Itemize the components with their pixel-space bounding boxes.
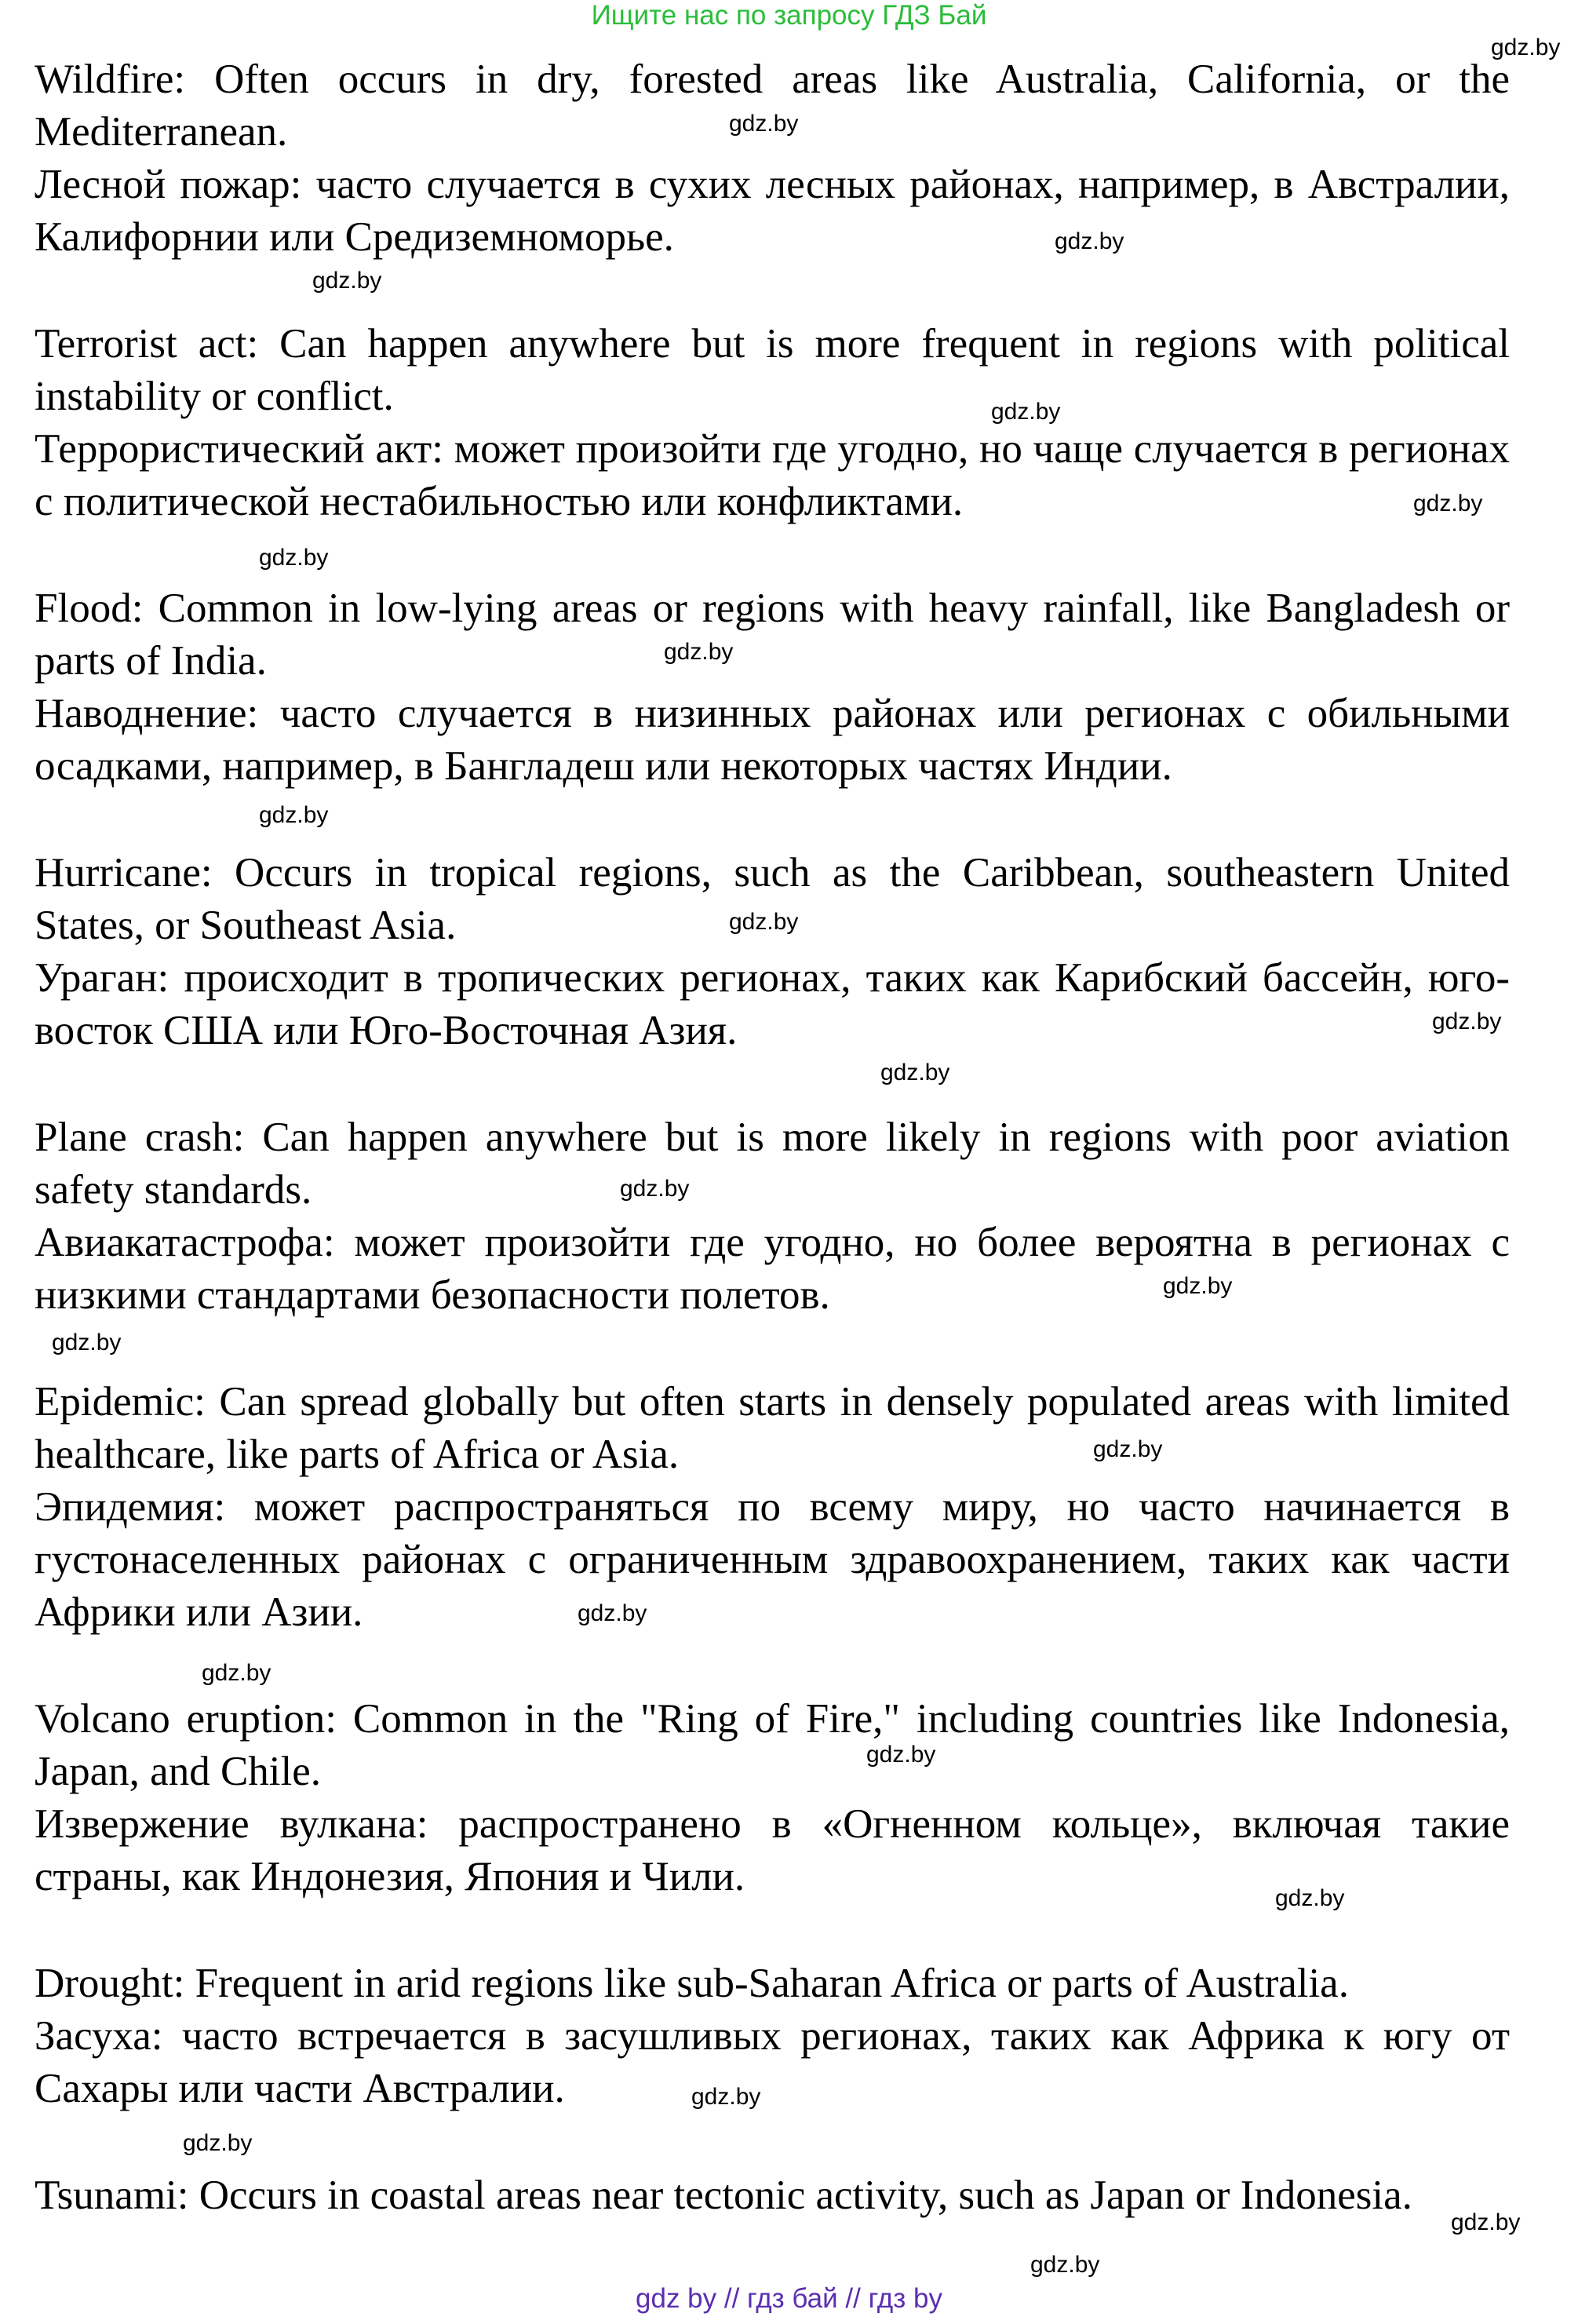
watermark: gdz.by: [991, 399, 1061, 425]
watermark: gdz.by: [259, 802, 329, 828]
entry-volcano-eruption: [35, 1693, 1510, 1903]
watermark: gdz.by: [202, 1660, 272, 1686]
entry-drought: [35, 1957, 1510, 2115]
watermark: gdz.by: [1055, 228, 1124, 254]
site-banner: Ищите нас по запросу ГДЗ Бай: [591, 0, 987, 31]
watermark: gdz.by: [1163, 1273, 1233, 1299]
watermark: gdz.by: [1275, 1885, 1345, 1911]
watermark: gdz.by: [312, 268, 382, 294]
watermark: gdz.by: [183, 2130, 253, 2156]
watermark: gdz.by: [1451, 2209, 1521, 2235]
entry-russian: Террористический акт: может произойти где угодно, но чаще случается в регионах с политической нестабильностью или конфликтами.: [35, 426, 1510, 524]
watermark: gdz.by: [1432, 1009, 1502, 1034]
entry-tsunami: [35, 2169, 1510, 2222]
watermark: gdz.by: [1413, 491, 1483, 516]
entry-english: Flood: Common in low-lying areas or regions with heavy rainfall, like Bangladesh or parts of India.: [35, 586, 1510, 684]
watermark: gdz.by: [691, 2084, 761, 2110]
watermark: gdz.by: [729, 909, 799, 935]
entry-russian: Лесной пожар: часто случается в сухих лесных районах, например, в Австралии, Калифорнии или Средиземноморье.: [35, 162, 1510, 260]
entry-russian: Наводнение: часто случается в низинных районах или регионах с обильными осадками, например, в Бангладеш или некоторых частях Индии.: [35, 691, 1510, 789]
watermark: gdz.by: [729, 111, 799, 137]
watermark: gdz.by: [259, 545, 329, 571]
entry-terrorist-act: [35, 318, 1510, 528]
entry-russian: Авиакатастрофа: может произойти где угодно, но более вероятна в регионах с низкими стандартами безопасности полетов.: [35, 1220, 1510, 1318]
entry-english: Epidemic: Can spread globally but often starts in densely populated areas with limited healthcare, like parts of Africa or Asia.: [35, 1379, 1510, 1477]
entry-russian: Эпидемия: может распространяться по всему миру, но часто начинается в густонаселенных районах с ограниченным здравоохранением, таких как части Африки или Азии.: [35, 1484, 1510, 1635]
entry-russian: Ураган: происходит в тропических регионах, таких как Карибский бассейн, юго-восток США или Юго-Восточная Азия.: [35, 955, 1510, 1053]
entry-english: Wildfire: Often occurs in dry, forested areas like Australia, California, or the Mediterranean.: [35, 57, 1510, 155]
watermark: gdz.by: [578, 1600, 647, 1626]
entry-russian: Засуха: часто встречается в засушливых регионах, таких как Африка к югу от Сахары или части Австралии.: [35, 2013, 1510, 2111]
watermark: gdz.by: [1491, 35, 1561, 60]
entry-russian: Извержение вулкана: распространено в «Огненном кольце», включая такие страны, как Индонезия, Япония и Чили.: [35, 1801, 1510, 1899]
entry-hurricane: [35, 847, 1510, 1057]
watermark: gdz.by: [664, 639, 734, 665]
entry-plane-crash: [35, 1111, 1510, 1322]
entry-epidemic: [35, 1376, 1510, 1639]
entry-english: Drought: Frequent in arid regions like sub-Saharan Africa or parts of Australia.: [35, 1961, 1349, 2006]
watermark: gdz.by: [1030, 2252, 1100, 2278]
entry-english: Tsunami: Occurs in coastal areas near tectonic activity, such as Japan or Indonesia.: [35, 2173, 1412, 2218]
watermark: gdz.by: [1093, 1436, 1163, 1462]
site-footer: gdz by // гдз бай // гдз by: [636, 2283, 942, 2314]
watermark: gdz.by: [52, 1330, 122, 1355]
entry-english: Hurricane: Occurs in tropical regions, such as the Caribbean, southeastern United States, or Southeast Asia.: [35, 850, 1510, 948]
watermark: gdz.by: [620, 1176, 690, 1202]
entry-english: Volcano eruption: Common in the "Ring of Fire," including countries like Indonesia, Japan, and Chile.: [35, 1696, 1510, 1794]
entry-english: Plane crash: Can happen anywhere but is more likely in regions with poor aviation safety standards.: [35, 1115, 1510, 1213]
watermark: gdz.by: [866, 1742, 936, 1768]
watermark: gdz.by: [880, 1060, 950, 1085]
entry-english: Terrorist act: Can happen anywhere but is more frequent in regions with political instability or conflict.: [35, 321, 1510, 419]
entry-flood: [35, 582, 1510, 793]
entry-wildfire: [35, 53, 1510, 264]
